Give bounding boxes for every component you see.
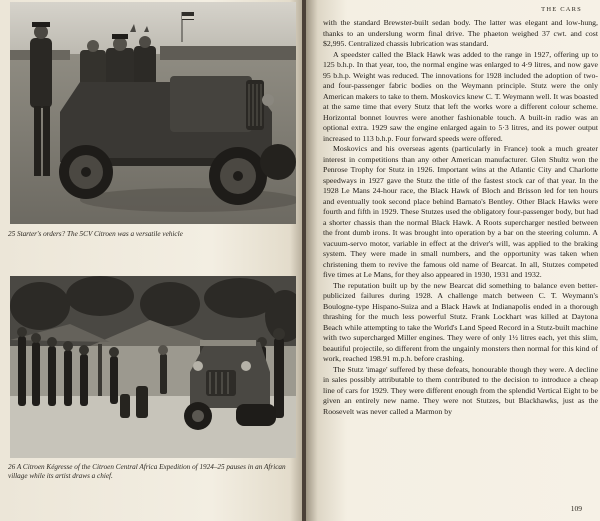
- figure-26-caption: 26 A Citroen Kégresse of the Citroen Central Africa Expedition of 1924–25 pauses in an African village while its artist draws a chief.: [8, 463, 286, 480]
- photo-kegresse-expedition: [10, 276, 296, 458]
- paragraph: The Stutz 'image' suffered by these defeats, honourable though they were. A decline in sales possibly attributable to them contributed to the decision to introduce a cheap line of cars for 1929. They were different enough from the splendid Vertical Eight to be given an entirely new name. They were not Stutzes, but Blackhawks, just as the Roosevelt was never called a Marmon by: [323, 364, 598, 416]
- paragraph: The reputation built up by the new Bearcat did something to balance even better-publicized failures during 1928. A challenge match between C. T. Weymann's Boulogne-type Hispano-Suiza and a Black Hawk at Indianapolis ended in a thorough thrashing for the much less powerful Stutz. Frank Lockhart was killed at Daytona Beach while attempting to take the World's Land Speed Record in a Stutz-built machine with two supercharged Miller engines. They were of only 1½ litres each, yet this slim, beautiful projectile, so different from the ungainly monsters then normal for this kind of work, reached 198.91 m.p.h. before crashing.: [323, 280, 598, 363]
- running-head: THE CARS: [541, 6, 582, 13]
- paragraph: with the standard Brewster-built sedan body. The latter was elegant and low-hung, thanks to an underslung worm final drive. The phaeton weighed 37 cwt. and cost $2,995. Centralized chassis lubrication was standard.: [323, 18, 598, 48]
- body-text: [323, 18, 598, 417]
- page-number: 109: [570, 504, 582, 513]
- paragraph: Moskovics and his overseas agents (particularly in France) took a much greater interest in competitions than any other American manufacturer. Glen Shultz won the Penrose Trophy for Stutz in 1926. Important wins at the Atlantic City and Charlotte speedways in 1927 gave the Stutz the title of the fastest stock car of that year. In the 1928 Le Mans 24-hour race, the Black Hawk of Bloch and Brisson led for ten hours and eventually took second place behind Barnato's Bentley. Other Black Hawks were fourth and fifth in 1929. These Stutzes used the obligatory four-passenger body, but had a shorter chassis than the normal Black Hawk. A Roots supercharger nestled between the front dumb irons. It was brought into operation by a bar on the steering column. A vacuum-servo motor, variable in effect at the driver's will, was applied to the braking system. They were made in small numbers, and the opportunity was taken when christening them to revive the famous old name of Bearcat. In all, Stutzes competed five times at Le Mans, for they also appeared in 1930, 1931 and 1932.: [323, 144, 598, 279]
- photo-citroen-5cv: [10, 2, 296, 224]
- figure-25-caption: 25 Starter's orders? The 5CV Citroen was a versatile vehicle: [8, 230, 183, 238]
- photo-citroen-5cv-image: [10, 2, 296, 224]
- paragraph: A speedster called the Black Hawk was added to the range in 1927, offering up to 125 b.h.p. In that year, too, the normal engine was enlarged to 4·9 litres, and now gave 95 b.h.p. Weight was reduced. The innovations for 1928 included the adoption of two- and four-passenger fabric bodies on the Weymann principle. Stutz were the only American makers to take to them. Moskovics knew C. T. Weymann well. It was boasted at the same time that every Stutz that left the works wore a different colour scheme. Horizontal bonnet louvres were another fashionable touch. A built-in radio was an optional extra. 1929 saw the engine enlarged again to 5·3 litres, and its power output increased to 113 b.h.p. Four forward speeds were offered.: [323, 49, 598, 143]
- right-page: [306, 0, 600, 521]
- photo-kegresse-expedition-image: [10, 276, 296, 458]
